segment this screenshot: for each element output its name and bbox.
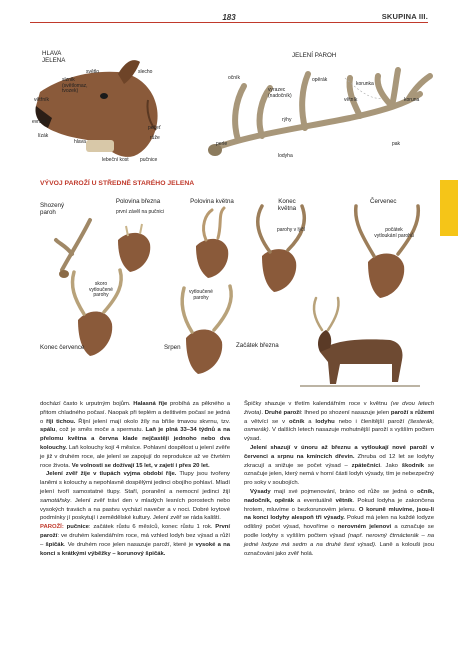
label-operak: opěrák [312, 77, 328, 83]
text-run: : začátek růstu 6 měsíců, konec růstu 1 rok. [88, 524, 216, 531]
text-run: Halasná říje [133, 401, 168, 407]
text-run: Jelení shazují v únoru až březnu a vytloukají nové paroží v červenci a srpnu na kmíncích dřevin. [244, 444, 434, 460]
text-run: a [304, 418, 316, 425]
text-run: spálu [40, 427, 56, 434]
text-run: a větvící se v [244, 418, 289, 425]
text-run: paroží s růžemi [390, 409, 434, 416]
paragraph [244, 488, 434, 558]
deer-head-may [196, 208, 228, 278]
paragraph [244, 444, 434, 488]
text-run: probíhá za pěkného a přitom chladného počasí. Naopak při teplém a deštivém počasí se jedná o [40, 401, 230, 425]
text-run: Laň je plná 33–34 týdnů a na přelomu května a června klade nejčastěji jednoho nebo dva kolouchy. [40, 427, 230, 451]
text-run: Výsady [250, 488, 271, 495]
text-run: . V dalších letech nasazuje mohutnější paroží s vyšším počtem výsad. [244, 427, 434, 443]
label-vyrazec: vyrazec (nadočník) [268, 87, 292, 99]
text-run: . Jelení zvěř tráví den v mladých lesních porostech nebo vysokých travách a na pastvu vychází navečer a v noci. Dobré krytové podmínky jí poskytují i zemědělské kultury. Jelení zvěř se ráda kaliští. [40, 497, 230, 522]
text-column-right [244, 400, 434, 558]
deer-head-march [118, 224, 150, 272]
text-run: mají své pojmenování, bráno od růže se jedná o [270, 488, 417, 495]
text-run: Druhé paroží [264, 409, 301, 416]
text-run: . [261, 409, 265, 416]
text-run: Zhruba od 12 let se lodyhy zkracují a snižuje se počet výsad – [244, 453, 434, 469]
stage-clean: vytloučené parohy [189, 289, 213, 301]
text-run: Špičky shazuje v třetím kalendářním roce v květnu [244, 401, 391, 407]
text-run: se označuje jelen, který nemá v horní části lodyh výsady, tím je nebezpečný pro soky v soubojích. [244, 462, 434, 487]
text-run: nerovném jelenovi [337, 524, 392, 531]
stage-end-may: Konec května [277, 198, 297, 212]
antler-diagram-title: JELENÍ PAROH [292, 52, 337, 59]
text-run: lodyhu [315, 418, 335, 425]
text-run: říji tichou. [46, 418, 76, 425]
text-run: Ve volnosti se dožívají 15 let, v zajetí i přes 20 let. [71, 462, 210, 469]
stage-july: Červenec [370, 198, 397, 205]
text-run: . Jako [380, 462, 402, 469]
text-run: očník [288, 418, 305, 425]
text-run: . Laně a kolouši jsou označováni jako zvěř holá. [244, 541, 434, 557]
text-run: První paroží [40, 524, 230, 539]
stage-end-july: Konec července [40, 344, 85, 351]
label-pak: pak [392, 141, 401, 147]
stage-shed: Shozený paroh [40, 202, 65, 216]
text-run: a eventuálně [293, 497, 336, 504]
page-number: 183 [222, 13, 236, 22]
text-run: pučnice [66, 524, 89, 531]
stage-cleaning-start: počátek vytloukání parohů [374, 227, 414, 239]
stage-august: Srpen [164, 344, 181, 351]
text-run: Jelení zvěř žije v tlupách vyjma období říje. [46, 471, 177, 478]
deer-head-late-may [258, 206, 304, 292]
shed-antler [56, 220, 90, 278]
label-lizak: lízák [38, 133, 49, 139]
text-run: (ve dvou letech života) [244, 401, 434, 416]
label-vetrnik: větřník [34, 97, 50, 103]
label-koruna: koruna [404, 97, 420, 103]
label-perle: perle [216, 141, 228, 147]
label-hlava: hlava [74, 139, 86, 145]
label-ryhy: rýhy [282, 117, 292, 123]
label-ruze: růže [150, 135, 160, 141]
label-slznik: slzník (světlomaz, tvozek) [62, 77, 88, 95]
text-run: . Ve druhém roce jelen nasazuje paroží, které je [63, 541, 196, 548]
text-run: (např. nerovný čtrnácterák – na jedné lodyze má sedm a na druhé šest výsad) [244, 532, 434, 548]
label-evrsek: evrsek [32, 119, 47, 125]
text-run: , což je směs moče a spermatu. [55, 427, 146, 434]
label-lodyha: lodyha [278, 153, 293, 159]
text-run: škodník [401, 462, 424, 469]
label-korunka: korunka [356, 81, 374, 87]
text-run: PAROŽÍ: [40, 524, 67, 531]
paragraph [244, 400, 434, 444]
head-diagram-title: HLAVA JELENA [42, 50, 66, 64]
text-run: špičák [45, 541, 64, 548]
stage-early-march: Začátek března [236, 342, 279, 349]
text-run: O koruně mluvíme, jsou-li na konci lodyhy alespoň tři výsady. [244, 506, 434, 522]
paragraph [40, 400, 230, 470]
stag-march [300, 298, 420, 386]
text-run: dochází často k urputným bojům. [40, 401, 134, 407]
label-ocnik: očník [228, 75, 240, 81]
text-run: : ve druhém kalendářním roce, má vzhled lodyh bez výsad a růží – [40, 532, 230, 548]
text-run: : Ihned po shození nasazuje jelen [300, 409, 391, 416]
paragraph [40, 523, 230, 558]
stage-mid-may: Polovina května [190, 198, 234, 205]
label-pucnice: pučnice [140, 157, 158, 163]
label-vetnik: větník [344, 97, 358, 103]
text-run: zpátečníci [351, 462, 381, 469]
text-run: (šesterák, osmerák) [244, 418, 434, 434]
label-svetlo: světlo [86, 69, 100, 75]
label-lebecni-kost: lebeční kost [102, 157, 129, 163]
text-run: Tlupy jsou tvořeny laněmi s kolouchy a nepohlavně dospělými jedinci obojího pohlaví. Mladí jelení tvoří samostatné tlupy. Staří, poranění a nemocní jedinci žijí [40, 471, 230, 495]
stage-mid-march: Polovina března [115, 198, 161, 205]
text-run: větník [335, 497, 353, 504]
text-run: Laň kolouchy kojí 4 měsíce. Pohlavní dospělost u jelení zvěře je již v druhém roce, ale jelení se zapojují do reprodukce až ve čtvrtém roce života. [40, 444, 230, 469]
paragraph [40, 470, 230, 523]
label-pecet: pečeť [148, 125, 161, 131]
section-label: SKUPINA III. [381, 12, 428, 21]
deer-head-july [356, 206, 419, 298]
label-slecho: slecho [138, 69, 153, 75]
text-run: vysoké a na konci s krátkými výběžky – korunový špičák. [40, 541, 230, 557]
stage-almost-clean: skoro vytloučené parohy [89, 281, 113, 299]
text-run: nebo i členítější paroží [334, 418, 409, 425]
text-column-left [40, 400, 230, 558]
development-heading: VÝVOJ PAROŽÍ U STŘEDNĚ STARÉHO JELENA [40, 180, 195, 187]
text-run: Pokud má jelen na každé lodyze odlišný počet výsad, hovoříme o [244, 515, 434, 531]
stage-velvet: parohy v lýčí [276, 227, 306, 233]
text-run: očník, nadočník, opěrák [244, 488, 434, 504]
text-run: samotářsky [40, 497, 71, 504]
text-run: a označuje se podle lodyhy s vyšším počtem výsad [244, 524, 434, 539]
text-run: . Pokud lodyha je zakončena hrotem, mluvíme o bezkorunovém jelenu. [244, 497, 435, 513]
text-run: Říjní jelení mají okolo žíly na břiše tmavou skvrnu, tzv. [75, 418, 230, 425]
stage-mid-march-note: první závěl na pučnici [115, 209, 165, 215]
